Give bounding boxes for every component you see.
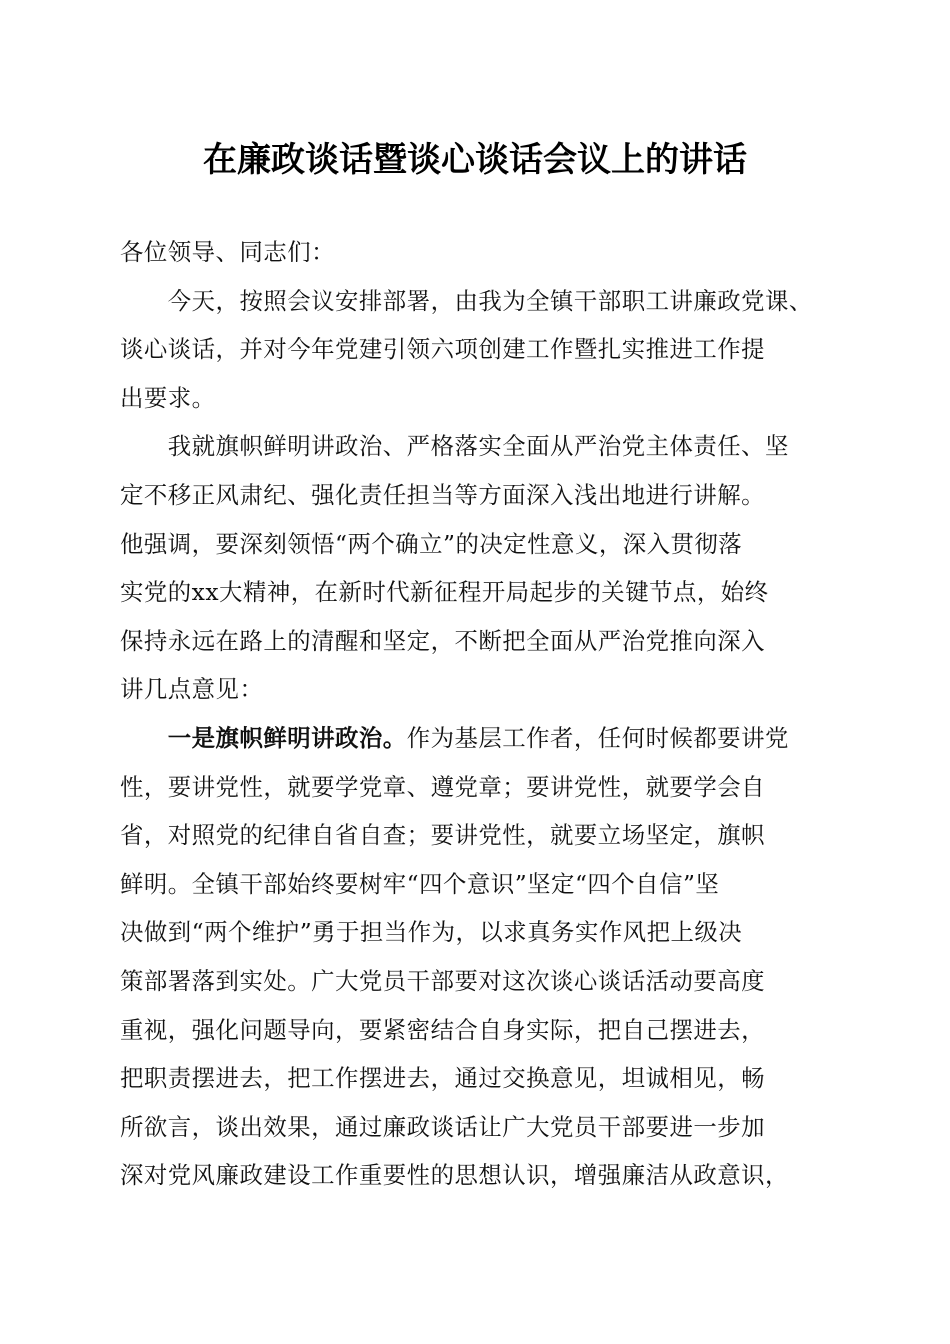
paragraph-line: 实党的xx大精神，在新时代新征程开局起步的关键节点，始终: [120, 578, 769, 607]
paragraph-line: 鲜明。全镇干部始终要树牢“四个意识”坚定“四个自信”坚: [120, 869, 720, 898]
paragraph-3: [120, 714, 825, 1200]
paragraph-line: 所欲言，谈出效果，通过廉政谈话让广大党员干部要进一步加: [120, 1112, 766, 1141]
paragraph-line: 谈心谈话，并对今年党建引领六项创建工作暨扎实推进工作提: [120, 335, 766, 364]
document-body: [120, 228, 825, 1200]
paragraph-line: 出要求。: [120, 383, 216, 412]
paragraph-line: 我就旗帜鲜明讲政治、严格落实全面从严治党主体责任、坚: [120, 432, 789, 461]
salutation: [120, 228, 825, 277]
paragraph-line: 他强调，要深刻领悟“两个确立”的决定性意义，深入贯彻落: [120, 529, 743, 558]
paragraph-line: 省，对照党的纪律自省自查；要讲党性，就要立场坚定，旗帜: [120, 821, 766, 850]
paragraph-1: [120, 277, 825, 423]
salutation-line: 各位领导、同志们：: [120, 238, 336, 266]
paragraph-line: 深对党风廉政建设工作重要性的思想认识，增强廉洁从政意识，: [120, 1161, 789, 1190]
paragraph-line: 定不移正风肃纪、强化责任担当等方面深入浅出地进行讲解。: [120, 480, 766, 509]
document-title: 在廉政谈话暨谈心谈话会议上的讲话: [203, 140, 747, 180]
paragraph-line: 重视，强化问题导向，要紧密结合自身实际，把自己摆进去，: [120, 1015, 766, 1044]
paragraph-line: 性，要讲党性，就要学党章、遵党章；要讲党性，就要学会自: [120, 772, 766, 801]
paragraph-lead-rest: 作为基层工作者，任何时候都要讲党: [406, 723, 789, 752]
paragraph-line: 决做到“两个维护”勇于担当作为，以求真务实作风把上级决: [120, 918, 743, 947]
paragraph-line: 保持永远在路上的清醒和坚定，不断把全面从严治党推向深入: [120, 626, 766, 655]
paragraph-line: 今天，按照会议安排部署，由我为全镇干部职工讲廉政党课、: [120, 286, 813, 315]
paragraph-line: 讲几点意见：: [120, 675, 264, 704]
paragraph-line: 策部署落到实处。广大党员干部要对这次谈心谈话活动要高度: [120, 966, 766, 995]
paragraph-line: 把职责摆进去，把工作摆进去，通过交换意见，坦诚相见，畅: [120, 1064, 766, 1093]
paragraph-2: [120, 422, 825, 714]
section-heading: 一是旗帜鲜明讲政治。: [120, 723, 407, 752]
paragraph-first-line: [120, 714, 825, 763]
